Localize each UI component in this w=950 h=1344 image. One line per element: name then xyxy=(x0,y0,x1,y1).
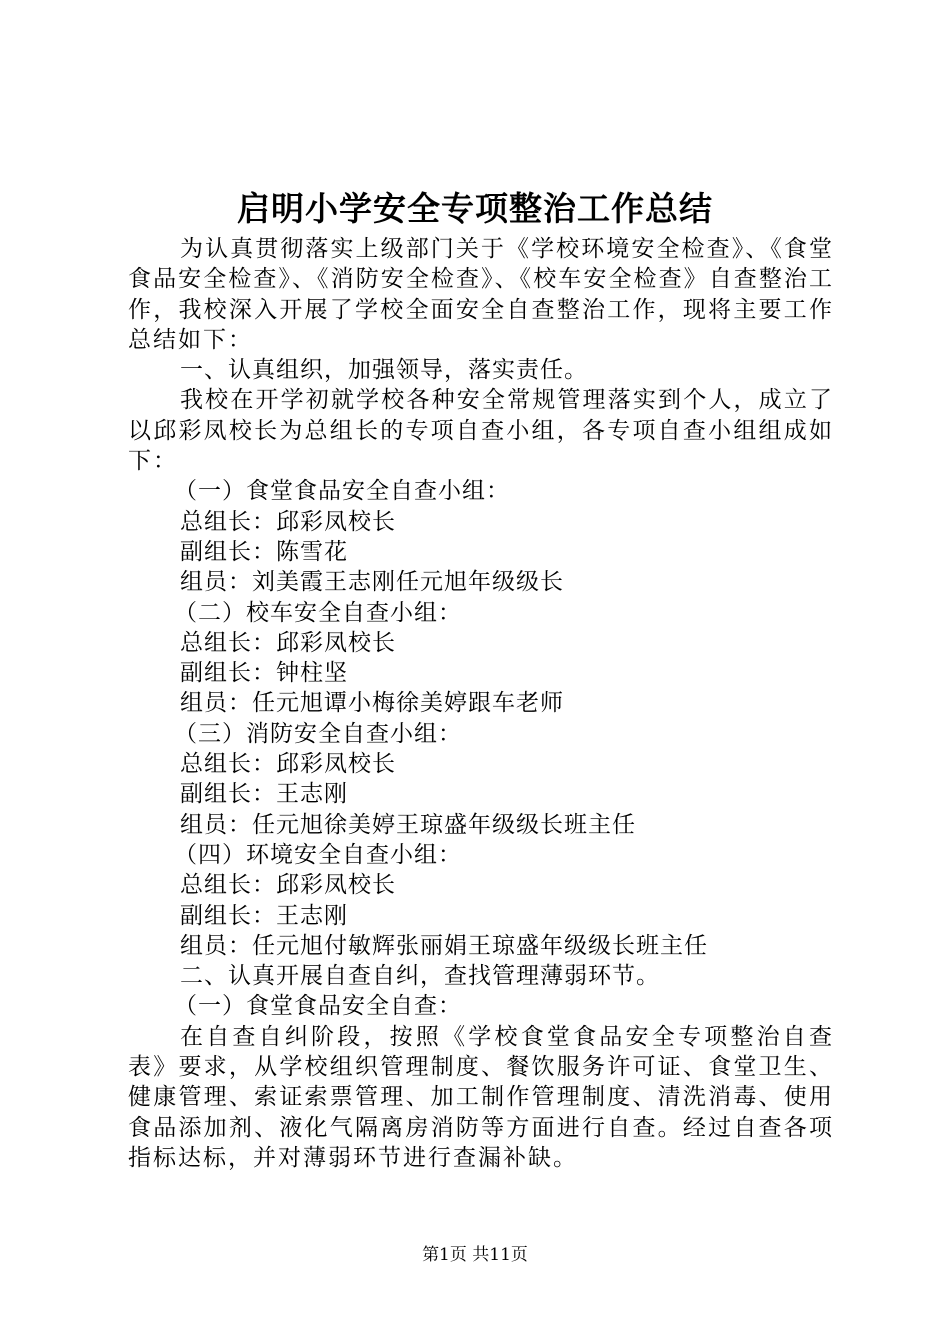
list-item: 副组长：王志刚 xyxy=(180,781,348,808)
page-footer: 第1页 共11页 xyxy=(422,1245,528,1265)
list-item: 组员：任元旭徐美婷王琼盛年级级长班主任 xyxy=(180,811,636,838)
list-item: 组员：任元旭付敏辉张丽娟王琼盛年级级长班主任 xyxy=(180,932,708,959)
group-heading: （四）环境安全自查小组： xyxy=(174,841,462,868)
group-heading: （三）消防安全自查小组： xyxy=(174,720,462,747)
list-item: 副组长：陈雪花 xyxy=(180,538,348,565)
document-title: 启明小学安全专项整治工作总结 xyxy=(237,189,713,228)
list-item: 总组长：邱彩凤校长 xyxy=(180,629,396,656)
paragraph: 我校在开学初就学校各种安全常规管理落实到个人，成立了以邱彩凤校长为总组长的专项自查小组，各专项自查小组组成如下： xyxy=(128,387,834,475)
group-heading: （一）食堂食品安全自查： xyxy=(174,993,462,1020)
list-item: 总组长：邱彩凤校长 xyxy=(180,508,396,535)
list-item: 副组长：王志刚 xyxy=(180,902,348,929)
section-heading: 一、认真组织，加强领导，落实责任。 xyxy=(180,357,588,384)
document-body xyxy=(128,234,834,1173)
group-heading: （一）食堂食品安全自查小组： xyxy=(174,478,510,505)
list-item: 副组长：钟柱坚 xyxy=(180,660,348,687)
paragraph: 在自查自纠阶段，按照《学校食堂食品安全专项整治自查表》要求，从学校组织管理制度、餐饮服务许可证、食堂卫生、健康管理、索证索票管理、加工制作管理制度、清洗消毒、使用食品添加剂、液化气隔离房消防等方面进行自查。经过自查各项指标达标，并对薄弱环节进行查漏补缺。 xyxy=(128,1023,834,1171)
list-item: 组员：刘美霞王志刚任元旭年级级长 xyxy=(180,569,564,596)
paragraph: 为认真贯彻落实上级部门关于《学校环境安全检查》、《食堂食品安全检查》、《消防安全检查》、《校车安全检查》自查整治工作，我校深入开展了学校全面安全自查整治工作，现将主要工作总结如下： xyxy=(128,236,834,353)
section-heading: 二、认真开展自查自纠，查找管理薄弱环节。 xyxy=(180,963,660,990)
list-item: 总组长：邱彩凤校长 xyxy=(180,751,396,778)
group-heading: （二）校车安全自查小组： xyxy=(174,599,462,626)
list-item: 总组长：邱彩凤校长 xyxy=(180,872,396,899)
list-item: 组员：任元旭谭小梅徐美婷跟车老师 xyxy=(180,690,564,717)
